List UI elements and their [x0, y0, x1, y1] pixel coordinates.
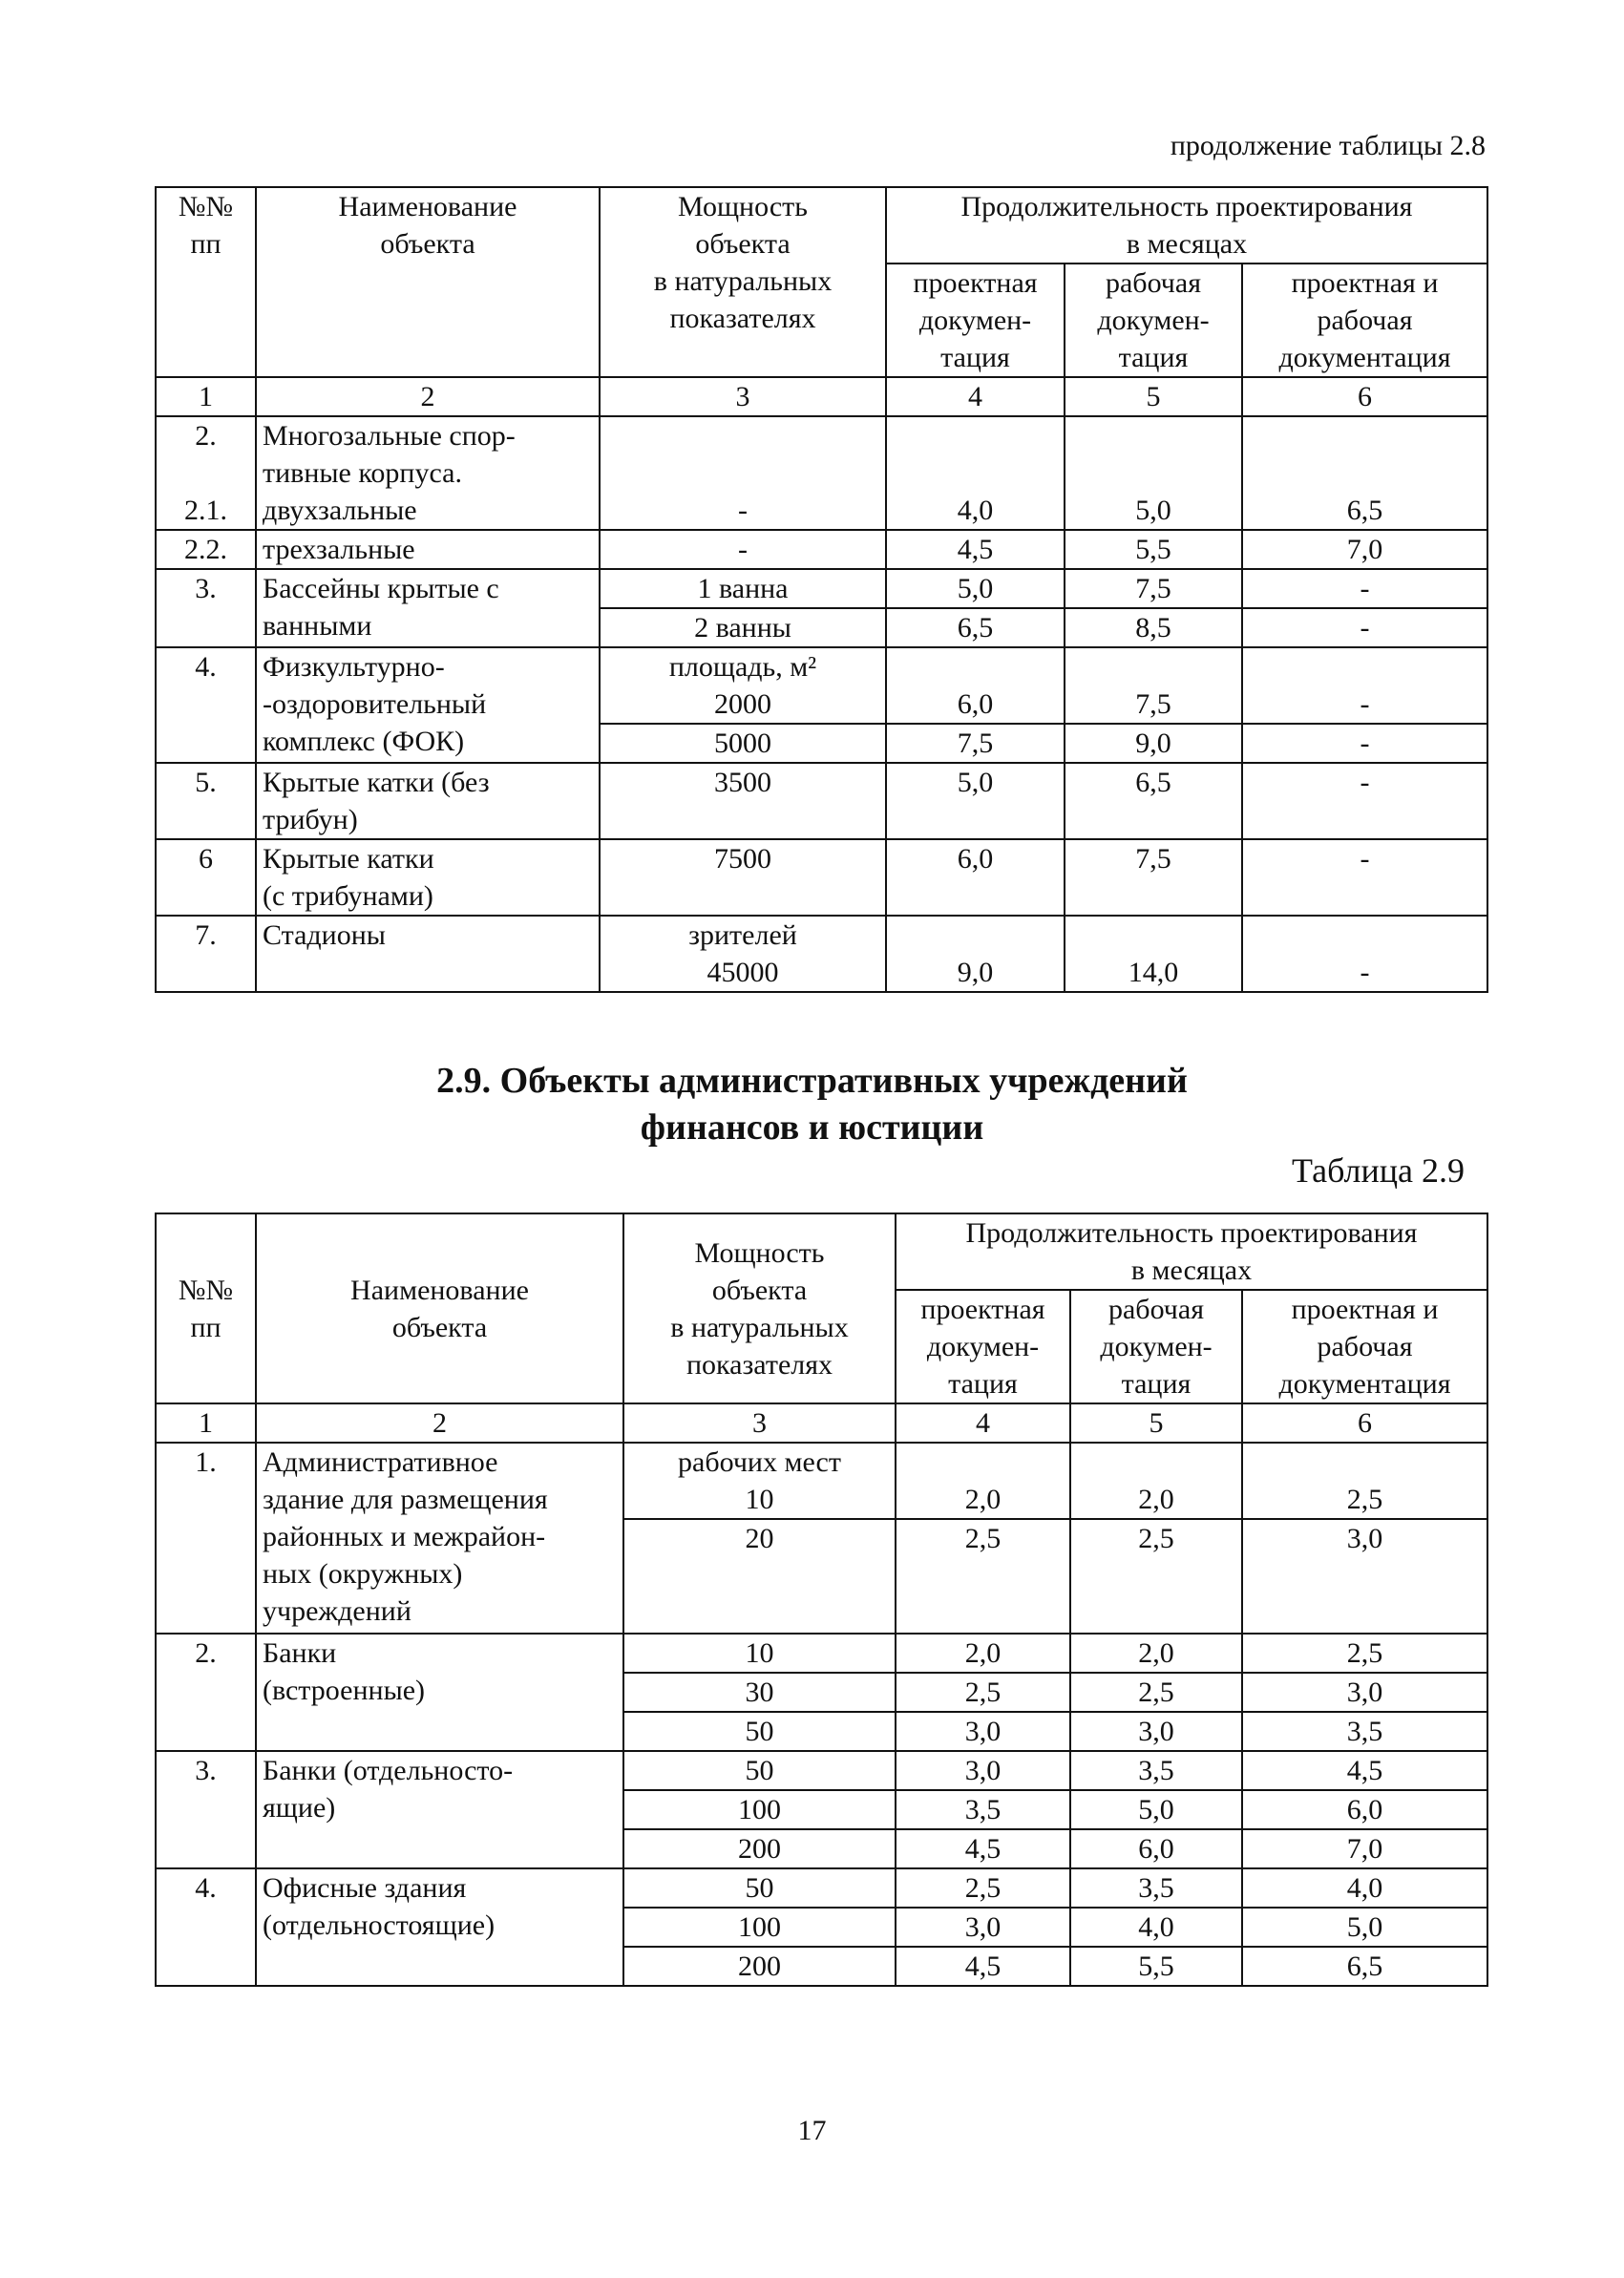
design-doc-cell: 3,0 [896, 1751, 1070, 1790]
section-title: 2.9. Объекты административных учреждений финансов и юстиции [436, 1061, 1188, 1149]
table-row [156, 530, 1487, 569]
object-name: Административное здание для размещения районных и межрайон- ных (окружных) учреждений [256, 1443, 623, 1634]
working-doc-cell: 2,5 [1070, 1673, 1242, 1712]
working-doc-cell: 2,0 [1070, 1634, 1242, 1673]
capacity-cell: 100 [623, 1908, 896, 1947]
design-doc-cell: 6,0 [886, 839, 1065, 916]
capacity-cell: 200 [623, 1947, 896, 1986]
both-doc-cell: 6,0 [1242, 1790, 1487, 1829]
capacity-cell: 2 ванны [600, 608, 886, 647]
header-design-doc: проектная докумен- тация [886, 264, 1065, 377]
both-doc-cell: - [1242, 763, 1487, 839]
capacity-cell: 3500 [600, 763, 886, 839]
capacity-cell: 30 [623, 1673, 896, 1712]
working-doc-cell: 3,5 [1070, 1868, 1242, 1908]
both-doc-cell: 5,0 [1242, 1908, 1487, 1947]
header-both-doc: проектная и рабочая документация [1242, 1290, 1487, 1403]
header-name: Наименование объекта [256, 187, 600, 377]
table-row [156, 916, 1487, 992]
col-number: 6 [1242, 377, 1487, 416]
both-doc-cell: 4,0 [1242, 1868, 1487, 1908]
header-design-doc: проектная докумен- тация [896, 1290, 1070, 1403]
design-doc-cell: 2,5 [896, 1673, 1070, 1712]
header-both-doc: проектная и рабочая документация [1242, 264, 1487, 377]
capacity-unit: рабочих мест [678, 1446, 841, 1478]
header-duration: Продолжительность проектирования в месяцах [886, 187, 1487, 264]
table-2-9 [155, 1213, 1488, 1987]
col-number: 2 [256, 377, 600, 416]
design-doc-cell: 6,0 [886, 647, 1065, 724]
col-number: 4 [886, 377, 1065, 416]
header-capacity: Мощность объекта в натуральных показателях [623, 1213, 896, 1403]
working-doc-cell: 6,5 [1065, 763, 1242, 839]
design-doc-cell: 4,5 [896, 1947, 1070, 1986]
design-doc-cell: 4,5 [886, 530, 1065, 569]
col-number: 1 [156, 1403, 256, 1443]
working-doc-cell: 3,5 [1070, 1751, 1242, 1790]
both-doc-cell: 7,0 [1242, 1829, 1487, 1868]
design-doc-cell: 3,0 [896, 1908, 1070, 1947]
table-row [156, 569, 1487, 608]
design-doc-cell: 2,5 [896, 1868, 1070, 1908]
design-doc-cell: 4,0 [886, 416, 1065, 530]
both-doc-cell: 6,5 [1242, 416, 1487, 530]
capacity-cell: 50 [623, 1712, 896, 1751]
col-number: 3 [623, 1403, 896, 1443]
design-doc-cell: 5,0 [886, 569, 1065, 608]
capacity-cell: - [600, 530, 886, 569]
working-doc-cell: 5,0 [1070, 1790, 1242, 1829]
working-doc-cell: 5,0 [1065, 416, 1242, 530]
working-doc-cell: 7,5 [1065, 569, 1242, 608]
both-doc-cell: 2,5 [1242, 1634, 1487, 1673]
capacity-cell: площадь, м² 2000 [600, 647, 886, 724]
capacity-cell: 100 [623, 1790, 896, 1829]
header-duration: Продолжительность проектирования в месяцах [896, 1213, 1487, 1290]
design-doc-cell: 3,0 [896, 1712, 1070, 1751]
table-header-row [156, 187, 1487, 264]
row-number: 4. [156, 647, 256, 763]
table-header-row [156, 1213, 1487, 1290]
both-doc-cell: - [1242, 724, 1487, 763]
table-row [156, 839, 1487, 916]
table-row [156, 1634, 1487, 1673]
capacity-cell: 20 [623, 1519, 896, 1634]
design-doc-cell: 9,0 [886, 916, 1065, 992]
object-name: Стадионы [256, 916, 600, 992]
header-name: Наименование объекта [256, 1213, 623, 1403]
row-number: 5. [156, 763, 256, 839]
working-doc-cell: 5,5 [1070, 1947, 1242, 1986]
header-working-doc: рабочая докумен- тация [1070, 1290, 1242, 1403]
both-doc-cell: - [1242, 608, 1487, 647]
object-name: Крытые катки (с трибунами) [256, 839, 600, 916]
capacity-cell: 1 ванна [600, 569, 886, 608]
row-number: 2. [156, 1634, 256, 1751]
table-row [156, 1751, 1487, 1790]
object-name: Банки (встроенные) [256, 1634, 623, 1751]
header-capacity: Мощность объекта в натуральных показателях [600, 187, 886, 377]
both-doc-cell: 2,5 [1242, 1443, 1487, 1519]
col-number: 4 [896, 1403, 1070, 1443]
object-name: Физкультурно- -оздоровительный комплекс (ФОК) [256, 647, 600, 763]
both-doc-cell: 4,5 [1242, 1751, 1487, 1790]
column-numbers-row [156, 1403, 1487, 1443]
working-doc-cell: 4,0 [1070, 1908, 1242, 1947]
both-doc-cell: 6,5 [1242, 1947, 1487, 1986]
both-doc-cell: 3,5 [1242, 1712, 1487, 1751]
col-number: 5 [1065, 377, 1242, 416]
capacity-cell: 50 [623, 1751, 896, 1790]
row-number: 6 [156, 839, 256, 916]
both-doc-cell: - [1242, 839, 1487, 916]
col-number: 1 [156, 377, 256, 416]
table-continuation-note: продолжение таблицы 2.8 [1170, 130, 1486, 161]
table-row [156, 1868, 1487, 1908]
row-number: 3. [156, 1751, 256, 1868]
working-doc-cell: 3,0 [1070, 1712, 1242, 1751]
working-doc-cell: 14,0 [1065, 916, 1242, 992]
working-doc-cell: 8,5 [1065, 608, 1242, 647]
page-number: 17 [797, 2115, 827, 2146]
table-label: Таблица 2.9 [1292, 1151, 1465, 1190]
row-number: 1. [156, 1443, 256, 1634]
design-doc-cell: 4,5 [896, 1829, 1070, 1868]
header-num: №№ пп [156, 187, 256, 377]
table-row [156, 416, 1487, 530]
object-name: Крытые катки (без трибун) [256, 763, 600, 839]
col-number: 2 [256, 1403, 623, 1443]
working-doc-cell: 5,5 [1065, 530, 1242, 569]
capacity-cell: рабочих мест 10 [623, 1443, 896, 1519]
col-number: 3 [600, 377, 886, 416]
working-doc-cell: 7,5 [1065, 647, 1242, 724]
object-name: Офисные здания (отдельностоящие) [256, 1868, 623, 1986]
capacity-cell: 200 [623, 1829, 896, 1868]
design-doc-cell: 5,0 [886, 763, 1065, 839]
both-doc-cell: 3,0 [1242, 1519, 1487, 1634]
column-numbers-row [156, 377, 1487, 416]
capacity-cell: зрителей 45000 [600, 916, 886, 992]
table-row [156, 763, 1487, 839]
design-doc-cell: 6,5 [886, 608, 1065, 647]
capacity-cell: - [600, 416, 886, 530]
design-doc-cell: 2,0 [896, 1634, 1070, 1673]
working-doc-cell: 6,0 [1070, 1829, 1242, 1868]
table-2-8 [155, 186, 1488, 993]
row-number: 2. 2.1. [156, 416, 256, 530]
design-doc-cell: 7,5 [886, 724, 1065, 763]
row-number: 3. [156, 569, 256, 647]
working-doc-cell: 9,0 [1065, 724, 1242, 763]
object-name: Многозальные спор- тивные корпуса. двухзальные [256, 416, 600, 530]
capacity-cell: 5000 [600, 724, 886, 763]
row-number: 4. [156, 1868, 256, 1986]
both-doc-cell: - [1242, 569, 1487, 608]
table-row [156, 647, 1487, 724]
header-num: №№ пп [156, 1213, 256, 1403]
working-doc-cell: 2,0 [1070, 1443, 1242, 1519]
capacity-unit: площадь, м² [668, 651, 817, 683]
capacity-cell: 7500 [600, 839, 886, 916]
design-doc-cell: 2,5 [896, 1519, 1070, 1634]
capacity-cell: 10 [623, 1634, 896, 1673]
working-doc-cell: 2,5 [1070, 1519, 1242, 1634]
both-doc-cell: 3,0 [1242, 1673, 1487, 1712]
capacity-cell: 50 [623, 1868, 896, 1908]
header-working-doc: рабочая докумен- тация [1065, 264, 1242, 377]
row-number: 2.2. [156, 530, 256, 569]
table-row [156, 1443, 1487, 1519]
object-name: Банки (отдельносто- ящие) [256, 1751, 623, 1868]
both-doc-cell: - [1242, 647, 1487, 724]
row-number: 7. [156, 916, 256, 992]
col-number: 6 [1242, 1403, 1487, 1443]
object-name: Бассейны крытые с ванными [256, 569, 600, 647]
both-doc-cell: - [1242, 916, 1487, 992]
both-doc-cell: 7,0 [1242, 530, 1487, 569]
col-number: 5 [1070, 1403, 1242, 1443]
working-doc-cell: 7,5 [1065, 839, 1242, 916]
design-doc-cell: 3,5 [896, 1790, 1070, 1829]
object-name: трехзальные [256, 530, 600, 569]
design-doc-cell: 2,0 [896, 1443, 1070, 1519]
